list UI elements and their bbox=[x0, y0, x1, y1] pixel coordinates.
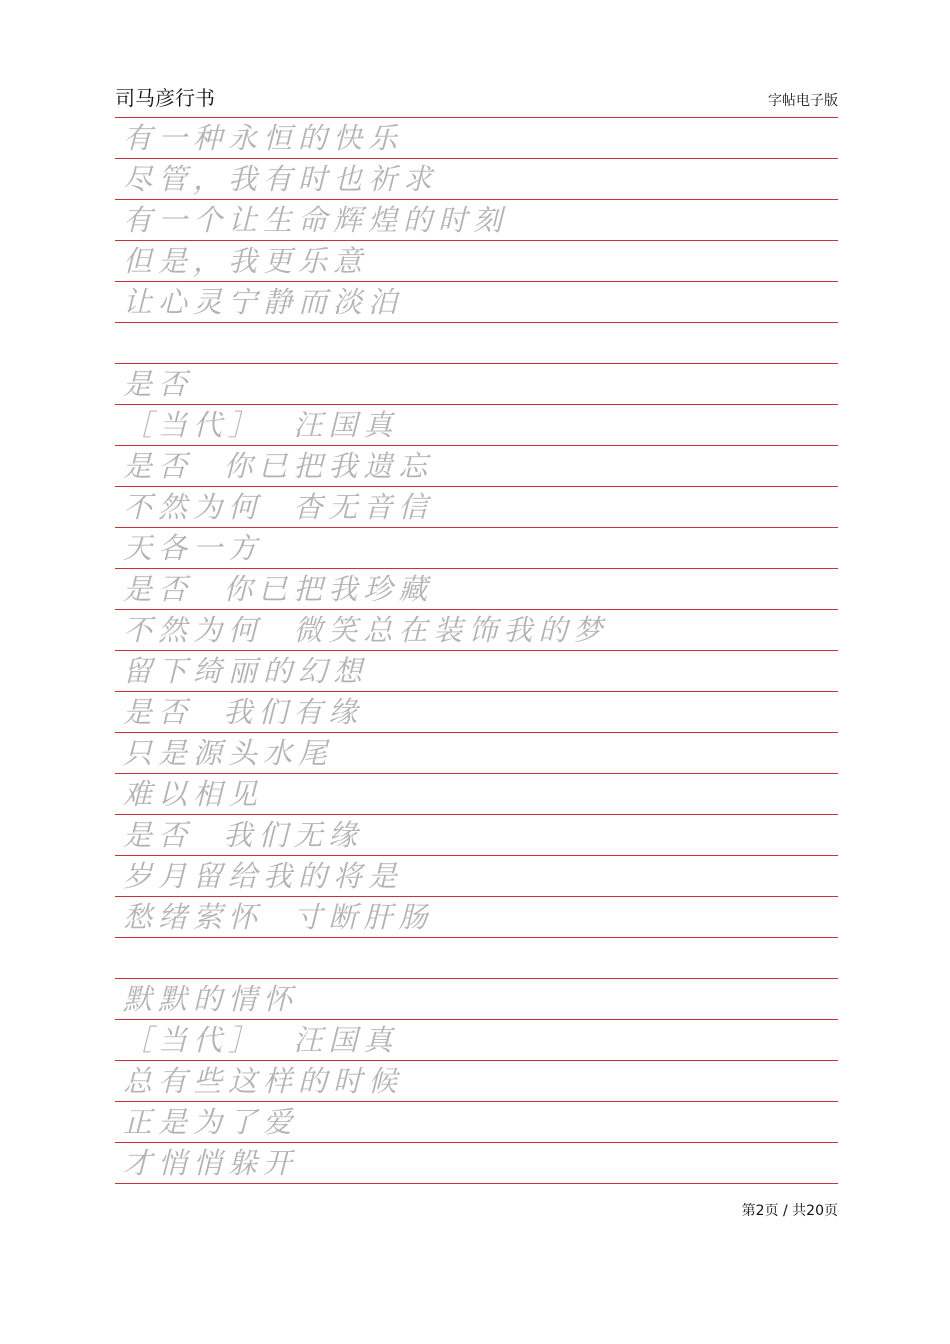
copybook-line bbox=[115, 200, 838, 241]
line-text: 但是，我更乐意 bbox=[123, 244, 369, 279]
line-text: 让心灵宁静而淡泊 bbox=[123, 285, 404, 320]
copybook-line bbox=[115, 733, 838, 774]
copybook-line bbox=[115, 1061, 838, 1102]
line-text: ［当代］ 汪国真 bbox=[123, 1023, 399, 1058]
line-text: 留下绮丽的幻想 bbox=[123, 654, 369, 689]
header-subtitle: 字帖电子版 bbox=[768, 93, 838, 109]
copybook-line bbox=[115, 1143, 838, 1184]
line-text: 不然为何 微笑总在装饰我的梦 bbox=[123, 613, 609, 648]
line-text: 是否 bbox=[123, 367, 194, 402]
copybook-line bbox=[115, 282, 838, 323]
copybook-line bbox=[115, 897, 838, 938]
line-text: 愁绪萦怀 寸断肝肠 bbox=[123, 900, 434, 935]
copybook-line bbox=[115, 118, 838, 159]
line-text: 默默的情怀 bbox=[123, 982, 299, 1017]
copybook-line bbox=[115, 651, 838, 692]
copybook-line bbox=[115, 1102, 838, 1143]
copybook-line bbox=[115, 528, 838, 569]
page-title: 司马彦行书 bbox=[115, 86, 215, 110]
line-text: 有一个让生命辉煌的时刻 bbox=[123, 203, 509, 238]
copybook-line bbox=[115, 692, 838, 733]
line-text: 是否 你已把我遗忘 bbox=[123, 449, 434, 484]
copybook-line bbox=[115, 856, 838, 897]
line-text: 岁月留给我的将是 bbox=[123, 859, 404, 894]
line-text: 只是源头水尾 bbox=[123, 736, 334, 771]
copybook-line bbox=[115, 241, 838, 282]
line-text: 正是为了爱 bbox=[123, 1105, 299, 1140]
copybook-line bbox=[115, 569, 838, 610]
line-text: ［当代］ 汪国真 bbox=[123, 408, 399, 443]
line-text: 难以相见 bbox=[123, 777, 264, 812]
line-text: 是否 我们有缘 bbox=[123, 695, 364, 730]
line-text: 天各一方 bbox=[123, 531, 264, 566]
line-text: 尽管，我有时也祈求 bbox=[123, 162, 439, 197]
line-text: 才悄悄躲开 bbox=[123, 1146, 299, 1181]
copybook-line bbox=[115, 446, 838, 487]
page-header bbox=[115, 82, 838, 112]
copybook-line bbox=[115, 774, 838, 815]
copybook-line bbox=[115, 405, 838, 446]
line-text: 是否 我们无缘 bbox=[123, 818, 364, 853]
copybook-line bbox=[115, 610, 838, 651]
copybook-sheet bbox=[115, 117, 838, 1184]
copybook-line bbox=[115, 938, 838, 979]
copybook-line bbox=[115, 815, 838, 856]
line-text: 总有些这样的时候 bbox=[123, 1064, 404, 1099]
page-number: 第2页 / 共20页 bbox=[741, 1203, 838, 1219]
copybook-line bbox=[115, 979, 838, 1020]
copybook-line bbox=[115, 1020, 838, 1061]
line-text: 不然为何 杳无音信 bbox=[123, 490, 434, 525]
copybook-line bbox=[115, 159, 838, 200]
copybook-line bbox=[115, 323, 838, 364]
line-text: 是否 你已把我珍藏 bbox=[123, 572, 434, 607]
copybook-line bbox=[115, 364, 838, 405]
line-text: 有一种永恒的快乐 bbox=[123, 121, 404, 156]
copybook-line bbox=[115, 487, 838, 528]
